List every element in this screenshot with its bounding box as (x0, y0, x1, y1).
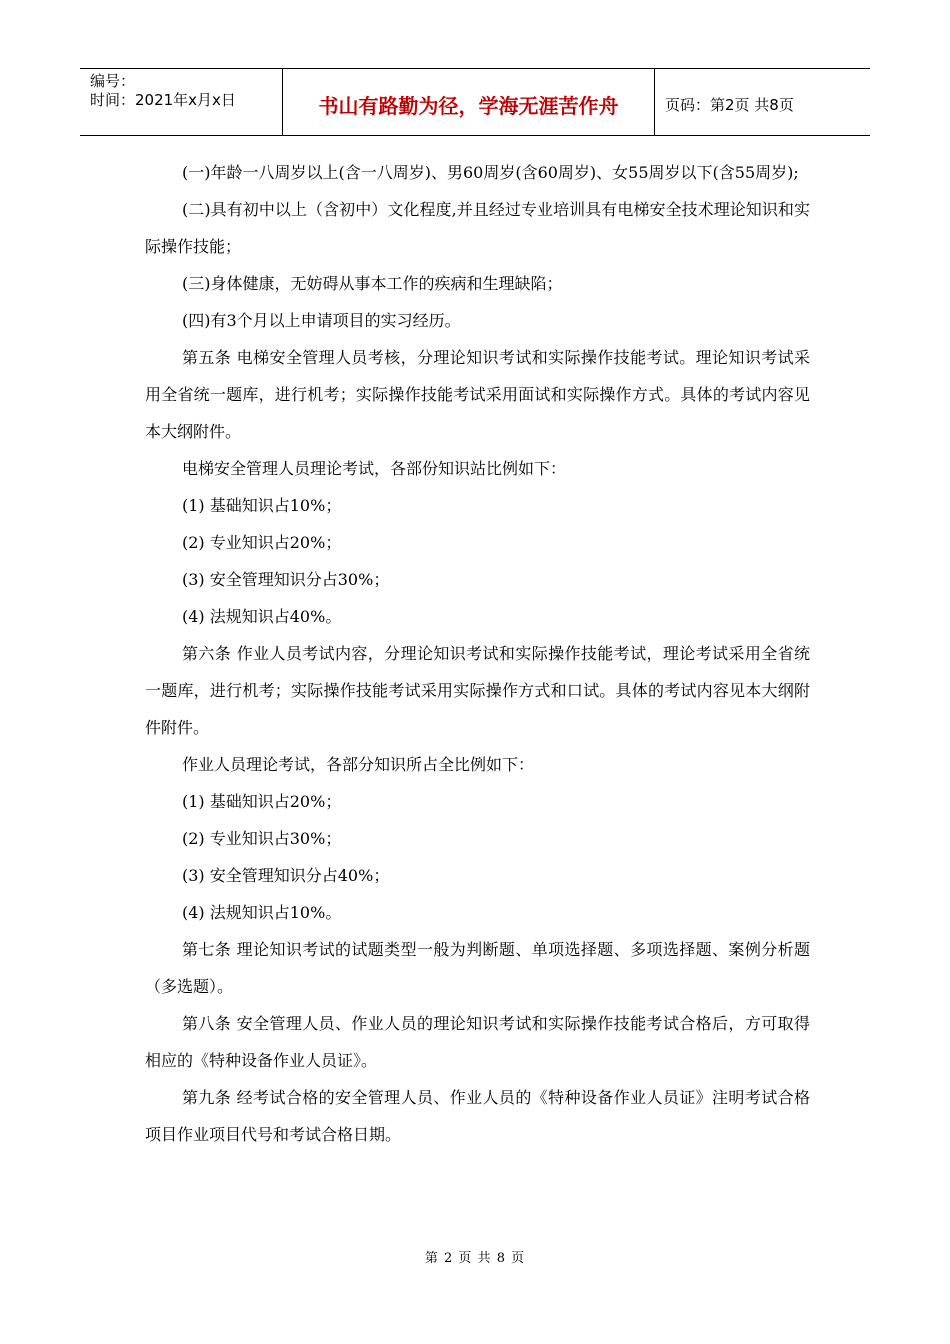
document-time-label: 时间：2021年x月x日 (90, 91, 236, 109)
page-footer (0, 1247, 950, 1266)
paragraph: 作业人员理论考试，各部分知识所占全比例如下： (182, 755, 535, 774)
article-6: 第六条 作业人员考试内容，分理论知识考试和实际操作技能考试，理论考试采用全省统一题库，进行机考；实际操作技能考试采用实际操作方式和口试。具体的考试内容见本大纲附件附件。 (145, 644, 810, 737)
list-item: (3) 安全管理知识分占40%； (182, 866, 390, 885)
article-5: 第五条 电梯安全管理人员考核，分理论知识考试和实际操作技能考试。理论知识考试采用全省统一题库，进行机考；实际操作技能考试采用面试和实际操作方式。具体的考试内容见本大纲附件。 (145, 348, 810, 441)
paragraph: (一)年龄一八周岁以上(含一八周岁)、男60周岁(含60周岁)、女55周岁以下(含55周岁); (182, 163, 799, 182)
paragraph: (四)有3个月以上申请项目的实习经历。 (182, 311, 461, 330)
header-page-cell (655, 69, 870, 135)
header-page-number: 页码：第2页 共8页 (665, 95, 794, 114)
document-body (145, 154, 810, 1153)
list-item: (1) 基础知识占20%； (182, 792, 342, 811)
header-motto: 书山有路勤为径，学海无涯苦作舟 (318, 93, 619, 118)
list-item: (2) 专业知识占30%； (182, 829, 342, 848)
document-header (80, 68, 870, 136)
paragraph: (二)具有初中以上（含初中）文化程度,并且经过专业培训具有电梯安全技术理论知识和实际操作技能； (145, 200, 810, 256)
article-9: 第九条 经考试合格的安全管理人员、作业人员的《特种设备作业人员证》注明考试合格项目作业项目代号和考试合格日期。 (145, 1088, 810, 1144)
document-number-label: 编号： (90, 72, 136, 90)
paragraph: 电梯安全管理人员理论考试，各部份知识站比例如下： (182, 459, 567, 478)
article-7: 第七条 理论知识考试的试题类型一般为判断题、单项选择题、多项选择题、案例分析题（多选题）。 (145, 940, 810, 996)
header-motto-cell (283, 69, 655, 135)
article-8: 第八条 安全管理人员、作业人员的理论知识考试和实际操作技能考试合格后，方可取得相应的《特种设备作业人员证》。 (145, 1014, 810, 1070)
list-item: (4) 法规知识占40%。 (182, 607, 342, 626)
footer-page-number: 第 2 页 共 8 页 (424, 1251, 526, 1266)
list-item: (1) 基础知识占10%； (182, 496, 342, 515)
header-meta-cell (80, 69, 283, 135)
paragraph: (三)身体健康，无妨碍从事本工作的疾病和生理缺陷； (182, 274, 563, 293)
list-item: (4) 法规知识占10%。 (182, 903, 342, 922)
list-item: (2) 专业知识占20%； (182, 533, 342, 552)
list-item: (3) 安全管理知识分占30%； (182, 570, 390, 589)
